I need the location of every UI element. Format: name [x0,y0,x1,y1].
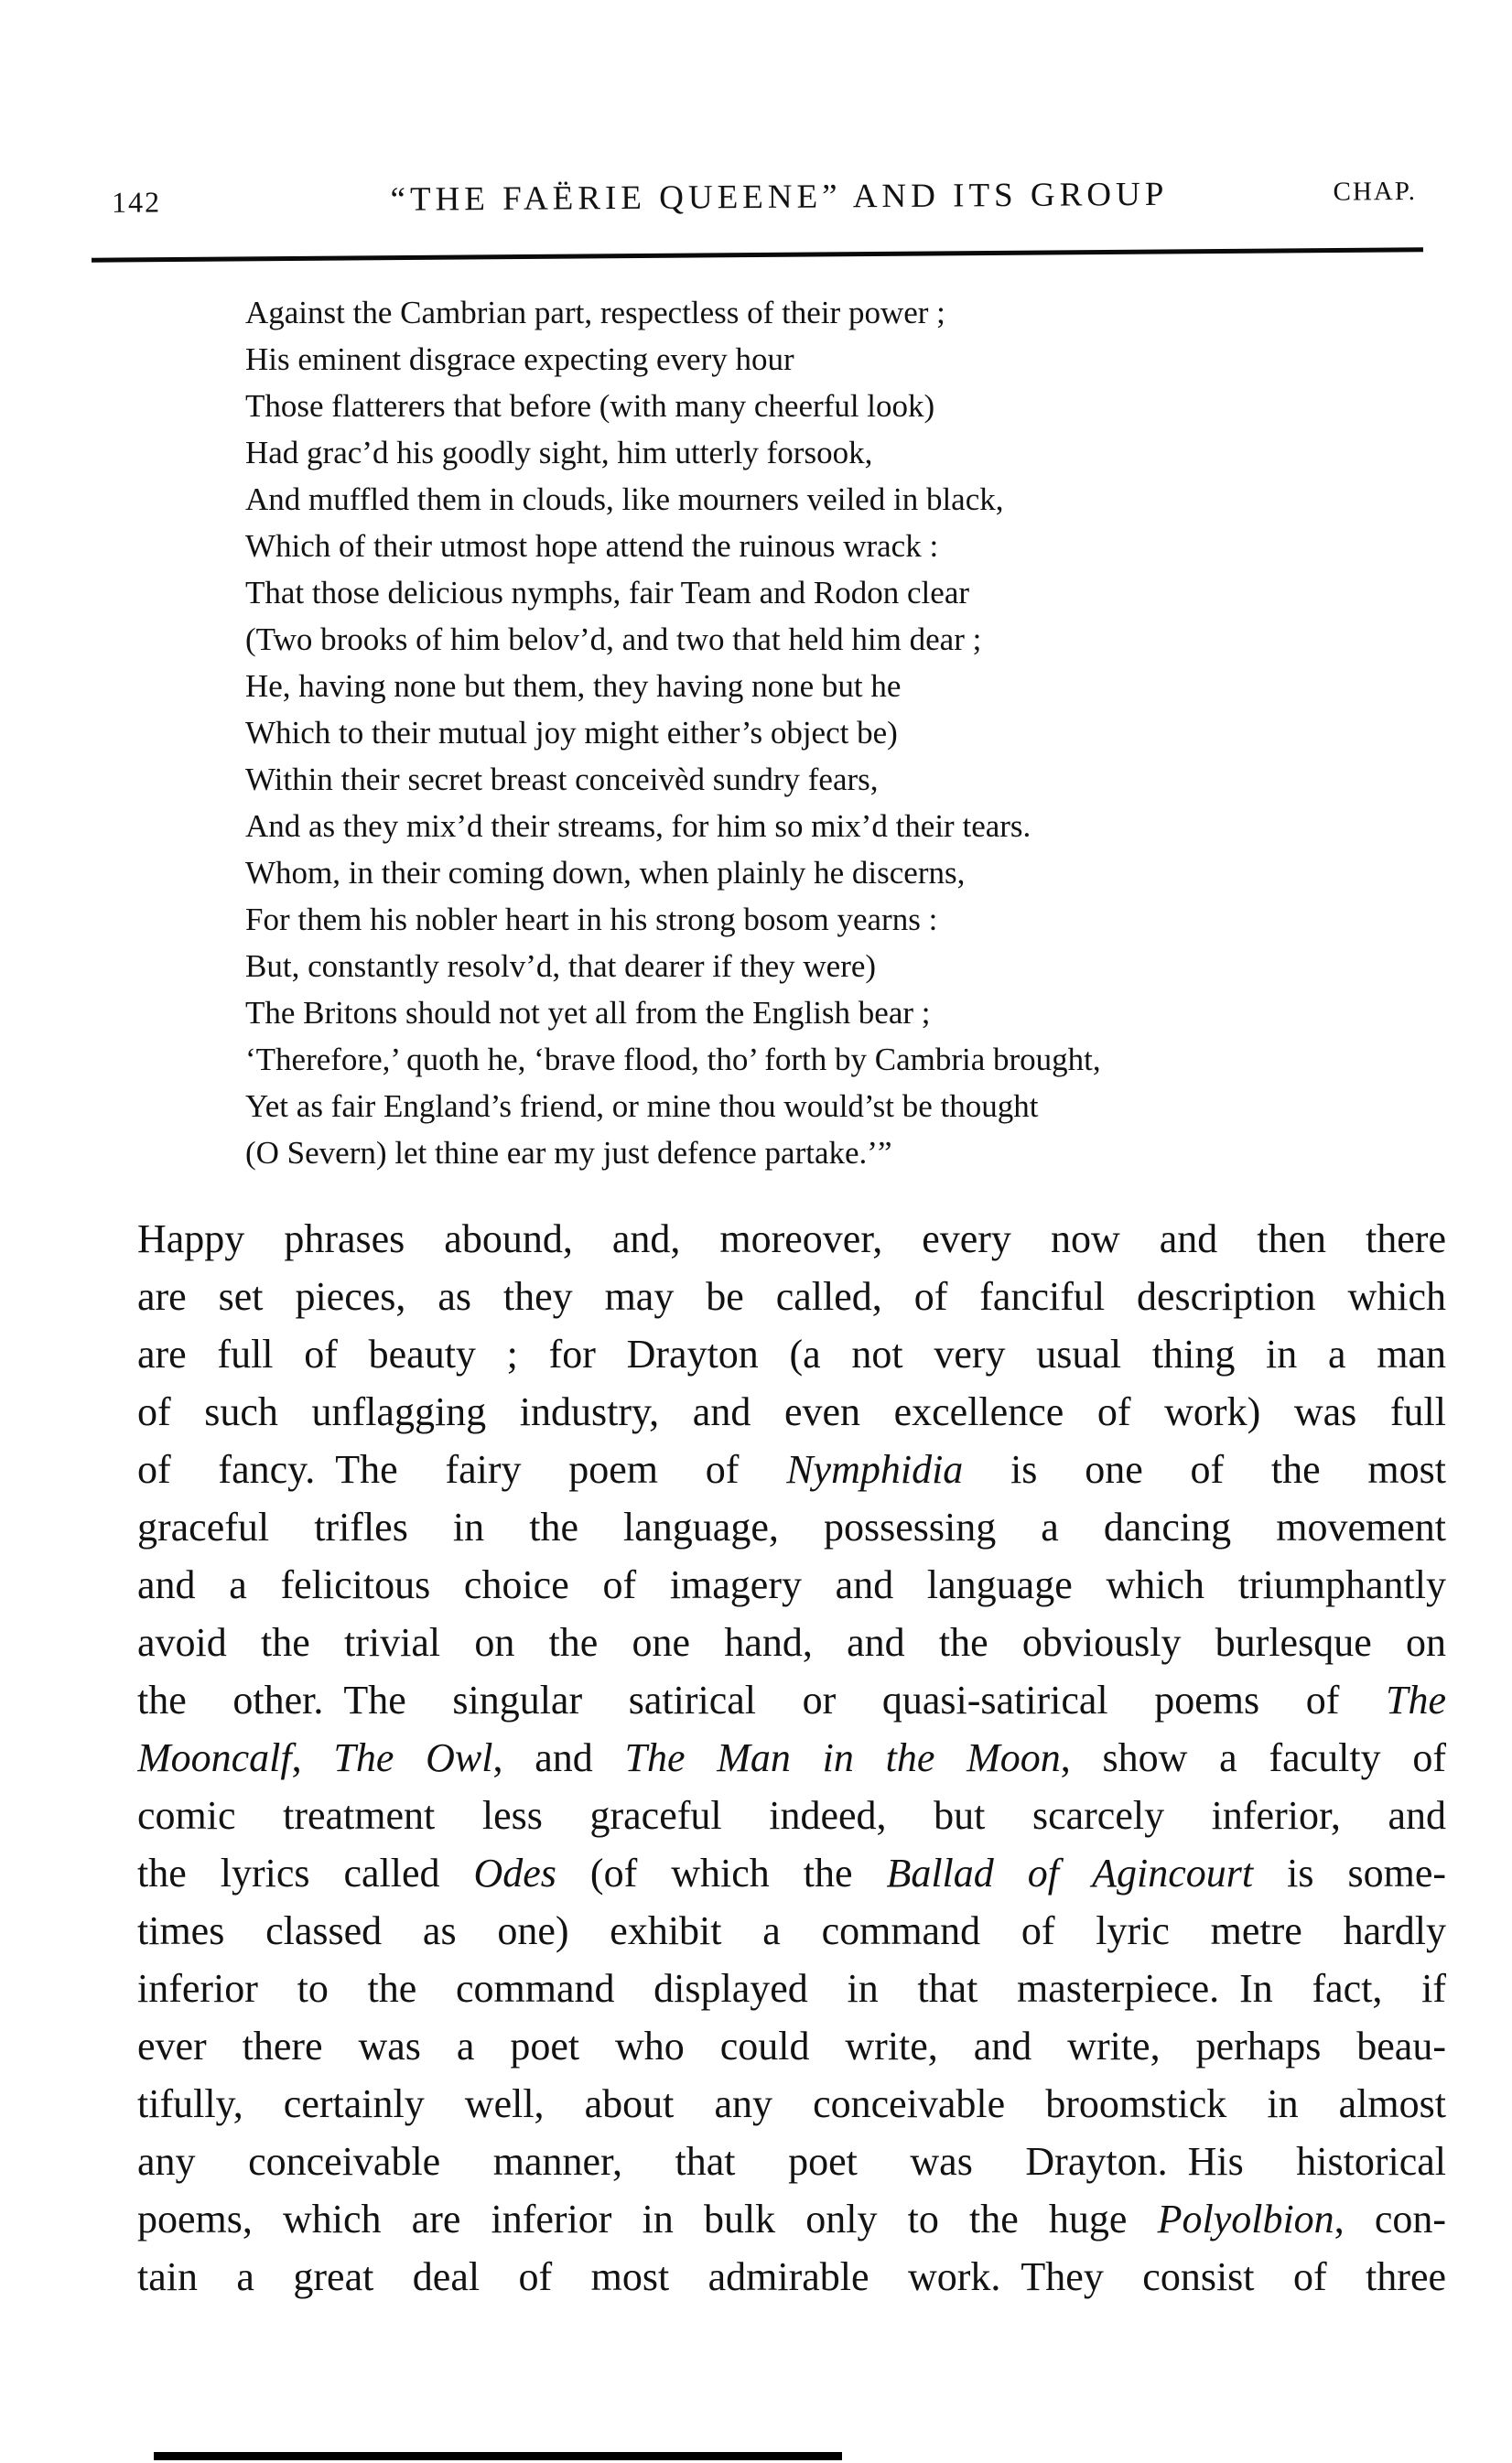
poem-line: Which to their mutual joy might either’s object be) [245,715,898,751]
italic-work-title: The Owl [333,1735,493,1780]
poem-line: Against the Cambrian part, respectless of their power ; [245,295,945,330]
prose-line: the lyrics called Odes (of which the Ballad of Agincourt is some- [137,1851,1446,1896]
italic-work-title: Mooncalf [137,1735,292,1780]
scan-artifact-bar [154,2452,842,2460]
poem-line: (O Severn) let thine ear my just defence partake.’” [245,1135,892,1171]
italic-work-title: The [1386,1678,1446,1723]
poem-line: But, constantly resolv’d, that dearer if they were) [245,948,877,984]
poem-line: Those flatterers that before (with many cheerful look) [245,388,935,424]
prose-line: comic treatment less graceful indeed, but scarcely inferior, and [137,1793,1446,1838]
poem-line: And muffled them in clouds, like mourners veiled in black, [245,481,1004,517]
poem-line: Whom, in their coming down, when plainly he discerns, [245,855,966,891]
page-header [0,0,1512,243]
italic-work-title: The Man in the Moon [624,1735,1061,1780]
poem-line: His eminent disgrace expecting every hour [245,341,794,377]
poem-line: That those delicious nymphs, fair Team and Rodon clear [245,575,970,610]
page-number: 142 [111,185,162,219]
poem-line: The Britons should not yet all from the English bear ; [245,995,931,1031]
poem-line: Yet as fair England’s friend, or mine thou would’st be thought [245,1088,1039,1124]
prose-line: of fancy. The fairy poem of Nymphidia is one of the most [137,1447,1446,1492]
prose-line: are set pieces, as they may be called, of fanciful description which [137,1274,1446,1319]
italic-work-title: Polyolbion [1157,2197,1334,2242]
header-rule [92,247,1423,262]
prose-line: Mooncalf, The Owl, and The Man in the Moon, show a faculty of [137,1735,1446,1780]
prose-line: of such unflagging industry, and even excellence of work) was full [137,1389,1446,1434]
prose-line: tifully, certainly well, about any conceivable broomstick in almost [137,2081,1446,2126]
running-title: “THE FAËRIE QUEENE” AND ITS GROUP [390,175,1169,219]
prose-line: ever there was a poet who could write, and write, perhaps beau- [137,2024,1446,2069]
poem-line: (Two brooks of him belov’d, and two that held him dear ; [245,621,982,657]
poem-blockquote [245,289,1463,1176]
prose-line: tain a great deal of most admirable work. They consist of three [137,2254,1446,2299]
prose-line: are full of beauty ; for Drayton (a not very usual thing in a man [137,1332,1446,1377]
prose-line: the other. The singular satirical or quasi-satirical poems of The [137,1678,1446,1723]
prose-line: avoid the trivial on the one hand, and the obviously burlesque on [137,1620,1446,1665]
italic-work-title: Ballad of Agincourt [886,1851,1254,1896]
prose-line: poems, which are inferior in bulk only to the huge Polyolbion, con- [137,2197,1446,2242]
chapter-label: CHAP. [1333,176,1418,207]
poem-line: And as they mix’d their streams, for him so mix’d their tears. [245,808,1031,844]
poem-line: Within their secret breast conceivèd sundry fears, [245,762,879,797]
poem-line: Had grac’d his goodly sight, him utterly forsook, [245,435,873,470]
poem-line: He, having none but them, they having none but he [245,668,902,704]
prose-paragraph [137,1210,1446,2306]
poem-line: Which of their utmost hope attend the ruinous wrack : [245,528,939,564]
prose-line: Happy phrases abound, and, moreover, every now and then there [137,1216,1446,1261]
prose-line: and a felicitous choice of imagery and language which triumphantly [137,1562,1446,1607]
poem-line: For them his nobler heart in his strong bosom yearns : [245,902,938,937]
prose-line: any conceivable manner, that poet was Drayton. His historical [137,2139,1446,2184]
poem-line: ‘Therefore,’ quoth he, ‘brave flood, tho’ forth by Cambria brought, [245,1042,1101,1077]
italic-work-title: Nymphidia [786,1447,964,1492]
prose-line: inferior to the command displayed in that masterpiece. In fact, if [137,1966,1446,2011]
prose-line: graceful trifles in the language, possessing a dancing movement [137,1505,1446,1550]
prose-line: times classed as one) exhibit a command of lyric metre hardly [137,1908,1446,1953]
italic-work-title: Odes [473,1851,556,1896]
